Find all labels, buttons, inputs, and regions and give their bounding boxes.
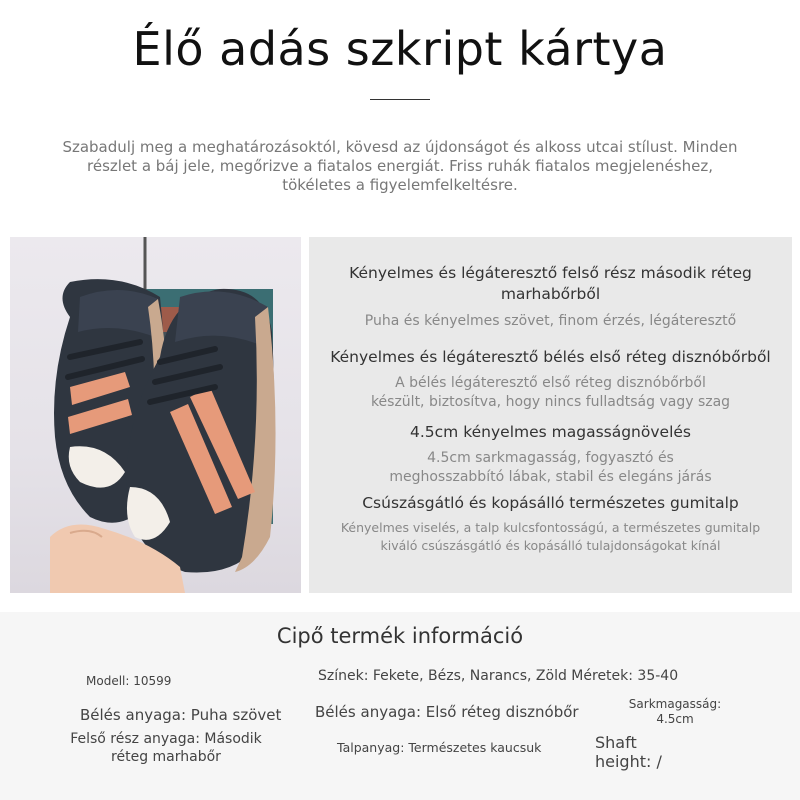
feature-desc: A bélés légáteresztő első réteg disznóbőrből készült, biztosítva, hogy nincs fulladtság vagy szag xyxy=(370,375,731,410)
lining-material-2: Bélés anyaga: Első réteg disznóbőr xyxy=(315,703,579,721)
feature-item xyxy=(309,263,792,331)
feature-item xyxy=(309,493,792,555)
colors-sizes-info: Színek: Fekete, Bézs, Narancs, Zöld Méretek: 35-40 xyxy=(318,668,679,684)
feature-title: Kényelmes és légáteresztő bélés első réteg disznóbőrből xyxy=(330,348,771,366)
feature-title: Kényelmes és légáteresztő felső rész második réteg marhabőrből xyxy=(349,264,752,303)
feature-desc: Puha és kényelmes szövet, finom érzés, légáteresztő xyxy=(364,313,737,329)
sole-material-info: Talpanyag: Természetes kaucsuk xyxy=(337,740,542,755)
sneaker-illustration xyxy=(10,237,301,593)
feature-title: Csúszásgátló és kopásálló természetes gumitalp xyxy=(362,494,739,512)
feature-desc: Kényelmes viselés, a talp kulcsfontosságú, a természetes gumitalp kiváló csúszásgátló és kopásálló tulajdonságokat kínál xyxy=(340,520,761,553)
title-divider xyxy=(370,99,430,100)
feature-item xyxy=(309,422,792,487)
model-info: Modell: 10599 xyxy=(86,674,172,688)
lining-material-1: Bélés anyaga: Puha szövet xyxy=(80,706,282,724)
page-title: Élő adás szkript kártya xyxy=(132,22,668,76)
feature-desc: 4.5cm sarkmagasság, fogyasztó és meghosszabbító lábak, stabil és elegáns járás xyxy=(389,450,712,485)
feature-title: 4.5cm kényelmes magasságnövelés xyxy=(410,423,691,441)
shaft-height-info: Shaft height: / xyxy=(595,733,662,771)
heel-height-info: Sarkmagasság: 4.5cm xyxy=(628,697,722,726)
features-panel xyxy=(309,237,792,593)
feature-item xyxy=(309,347,792,412)
intro-text: Szabadulj meg a meghatározásoktól, kövesd az újdonságot és alkoss utcai stílust. Minden részlet a báj jele, megőrizve a fiatalos energiát. Friss ruhák fiatalos megjelenéshez, tökéletes a figyelemfelkeltésre. xyxy=(62,138,738,194)
product-photo xyxy=(10,237,301,593)
product-info-title: Cipő termék információ xyxy=(276,624,524,648)
upper-material-info: Felső rész anyaga: Második réteg marhabőr xyxy=(70,731,262,765)
